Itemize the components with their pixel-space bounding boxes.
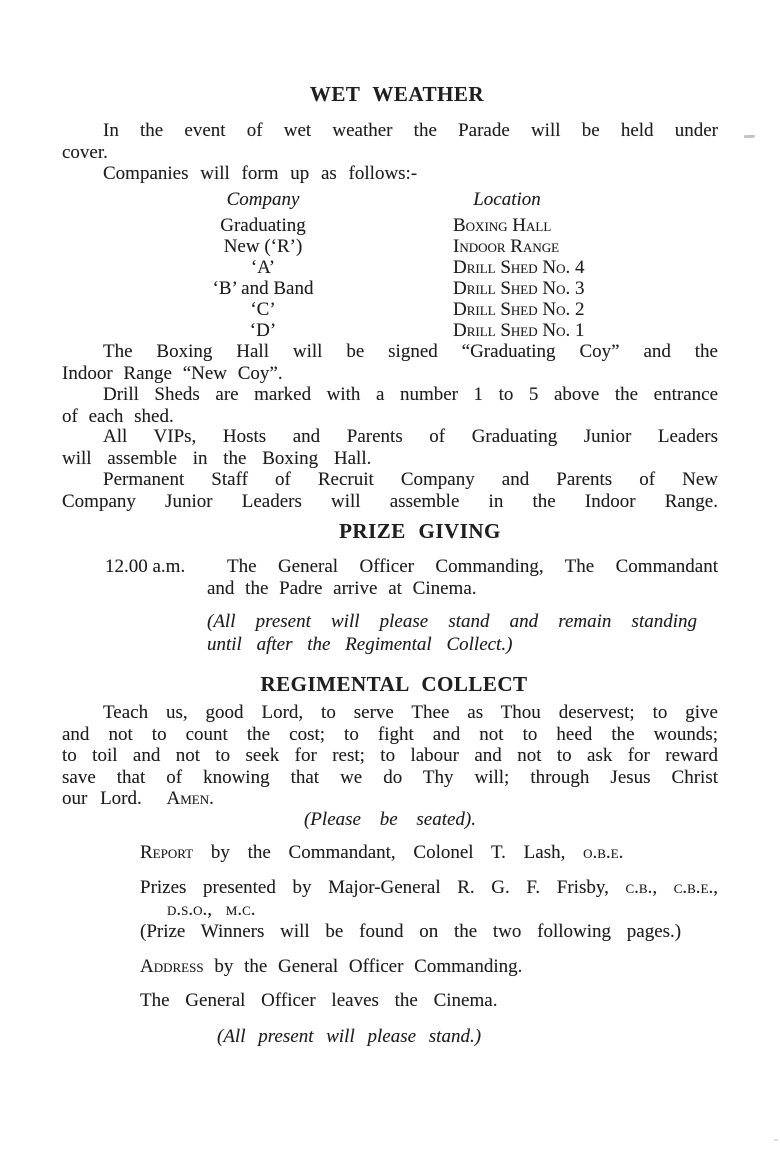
paragraph-wet-weather-1 — [62, 120, 718, 163]
text-line — [140, 877, 718, 899]
column-header-location: Location — [473, 189, 541, 210]
company-cell: ‘C’ — [250, 299, 276, 320]
text-line: and the Padre arrive at Cinema. — [207, 577, 477, 599]
text-line: of each shed. — [62, 405, 174, 427]
prizes-honors-2: d.s.o., m.c. — [167, 899, 256, 920]
location-cell: Drill Shed No. 2 — [453, 299, 585, 320]
scan-artifact-speck — [774, 1139, 778, 1141]
formup-table-header — [62, 189, 718, 215]
table-row — [62, 299, 718, 320]
page-content — [62, 0, 718, 1170]
section-heading-wet-weather: WET WEATHER — [309, 82, 485, 106]
location-cell: Drill Shed No. 1 — [453, 320, 585, 341]
table-row — [62, 236, 718, 257]
report-honors: o.b.e. — [583, 842, 624, 863]
report-line — [140, 842, 718, 864]
text-line: will assemble in the Boxing Hall. — [62, 447, 372, 469]
prize-winners-note: (Prize Winners will be found on the two following pages.) — [140, 921, 682, 942]
text-line: All VIPs, Hosts and Parents of Graduating Junior Leaders — [103, 426, 718, 447]
event-description — [207, 556, 718, 599]
amen-word: Amen. — [166, 788, 214, 809]
company-cell: Graduating — [220, 215, 306, 236]
report-word: Report — [140, 842, 194, 863]
collect-last-words: our Lord. — [62, 788, 142, 809]
text-line: (All present will please stand and remain standing — [207, 611, 697, 632]
location-cell: Drill Shed No. 3 — [453, 278, 585, 299]
text-line: until after the Regimental Collect.) — [207, 634, 513, 655]
text-line: to toil and not to seek for rest; to labour and not to ask for reward — [62, 745, 718, 766]
stage-note-stand: (All present will please stand.) — [217, 1026, 482, 1047]
text-line: The General Officer Commanding, The Commandant — [227, 556, 718, 577]
address-word: Address — [140, 956, 204, 977]
text-line: Drill Sheds are marked with a number 1 to 5 above the entrance — [103, 384, 718, 405]
paragraph-wet-weather-5 — [62, 426, 718, 469]
formup-table — [62, 189, 718, 341]
text-line: cover. — [62, 141, 108, 163]
company-cell: New (‘R’) — [223, 236, 303, 257]
text-line: Permanent Staff of Recruit Company and Parents of New — [103, 469, 718, 490]
stage-note-standing — [207, 610, 697, 656]
paragraph-wet-weather-4 — [62, 384, 718, 427]
event-row-prize-giving — [62, 556, 718, 600]
address-line — [140, 956, 718, 978]
location-cell: Indoor Range — [453, 236, 560, 257]
table-row — [62, 278, 718, 299]
prizes-presented-block — [140, 877, 718, 921]
text-line — [62, 788, 718, 810]
location-cell: Drill Shed No. 4 — [453, 257, 585, 278]
general-officer-leaves-line: The General Officer leaves the Cinema. — [140, 990, 498, 1011]
text-line: save that of knowing that we do Thy will; through Jesus Christ — [62, 766, 718, 788]
section-heading-prize-giving: PRIZE GIVING — [339, 519, 501, 543]
table-row — [62, 257, 718, 278]
prizes-honors-1: c.b., c.b.e., — [625, 877, 718, 898]
location-cell: Boxing Hall — [453, 215, 552, 236]
text-line: Company Junior Leaders will assemble in the Indoor Range. — [62, 490, 718, 512]
text-line — [140, 899, 718, 921]
stage-note-seated: (Please be seated). — [303, 809, 477, 830]
paragraph-wet-weather-3 — [62, 341, 718, 384]
text-line: and not to count the cost; to fight and not to heed the wounds; — [62, 723, 718, 745]
text-line: In the event of wet weather the Parade will be held under — [103, 120, 718, 141]
event-time: 12.00 a.m. — [105, 556, 186, 577]
paragraph-collect — [62, 702, 718, 810]
scan-artifact-dash — [744, 135, 755, 138]
section-heading-regimental-collect: REGIMENTAL COLLECT — [260, 672, 528, 696]
prizes-text: Prizes presented by Major-General R. G. F. Frisby, — [140, 877, 609, 898]
company-cell: ‘A’ — [250, 257, 276, 278]
table-row — [62, 215, 718, 236]
address-text: by the General Officer Commanding. — [214, 956, 523, 977]
text-line: Teach us, good Lord, to serve Thee as Thou deservest; to give — [103, 702, 718, 723]
company-cell: ‘B’ and Band — [212, 278, 314, 299]
column-header-company: Company — [226, 189, 300, 210]
paragraph-wet-weather-6 — [62, 469, 718, 512]
text-line: The Boxing Hall will be signed “Graduating Coy” and the — [103, 341, 718, 362]
paragraph-wet-weather-2: Companies will form up as follows:- — [103, 163, 418, 184]
table-row — [62, 320, 718, 341]
report-text: by the Commandant, Colonel T. Lash, — [210, 842, 566, 863]
text-line: Indoor Range “New Coy”. — [62, 362, 283, 384]
company-cell: ‘D’ — [249, 320, 277, 341]
